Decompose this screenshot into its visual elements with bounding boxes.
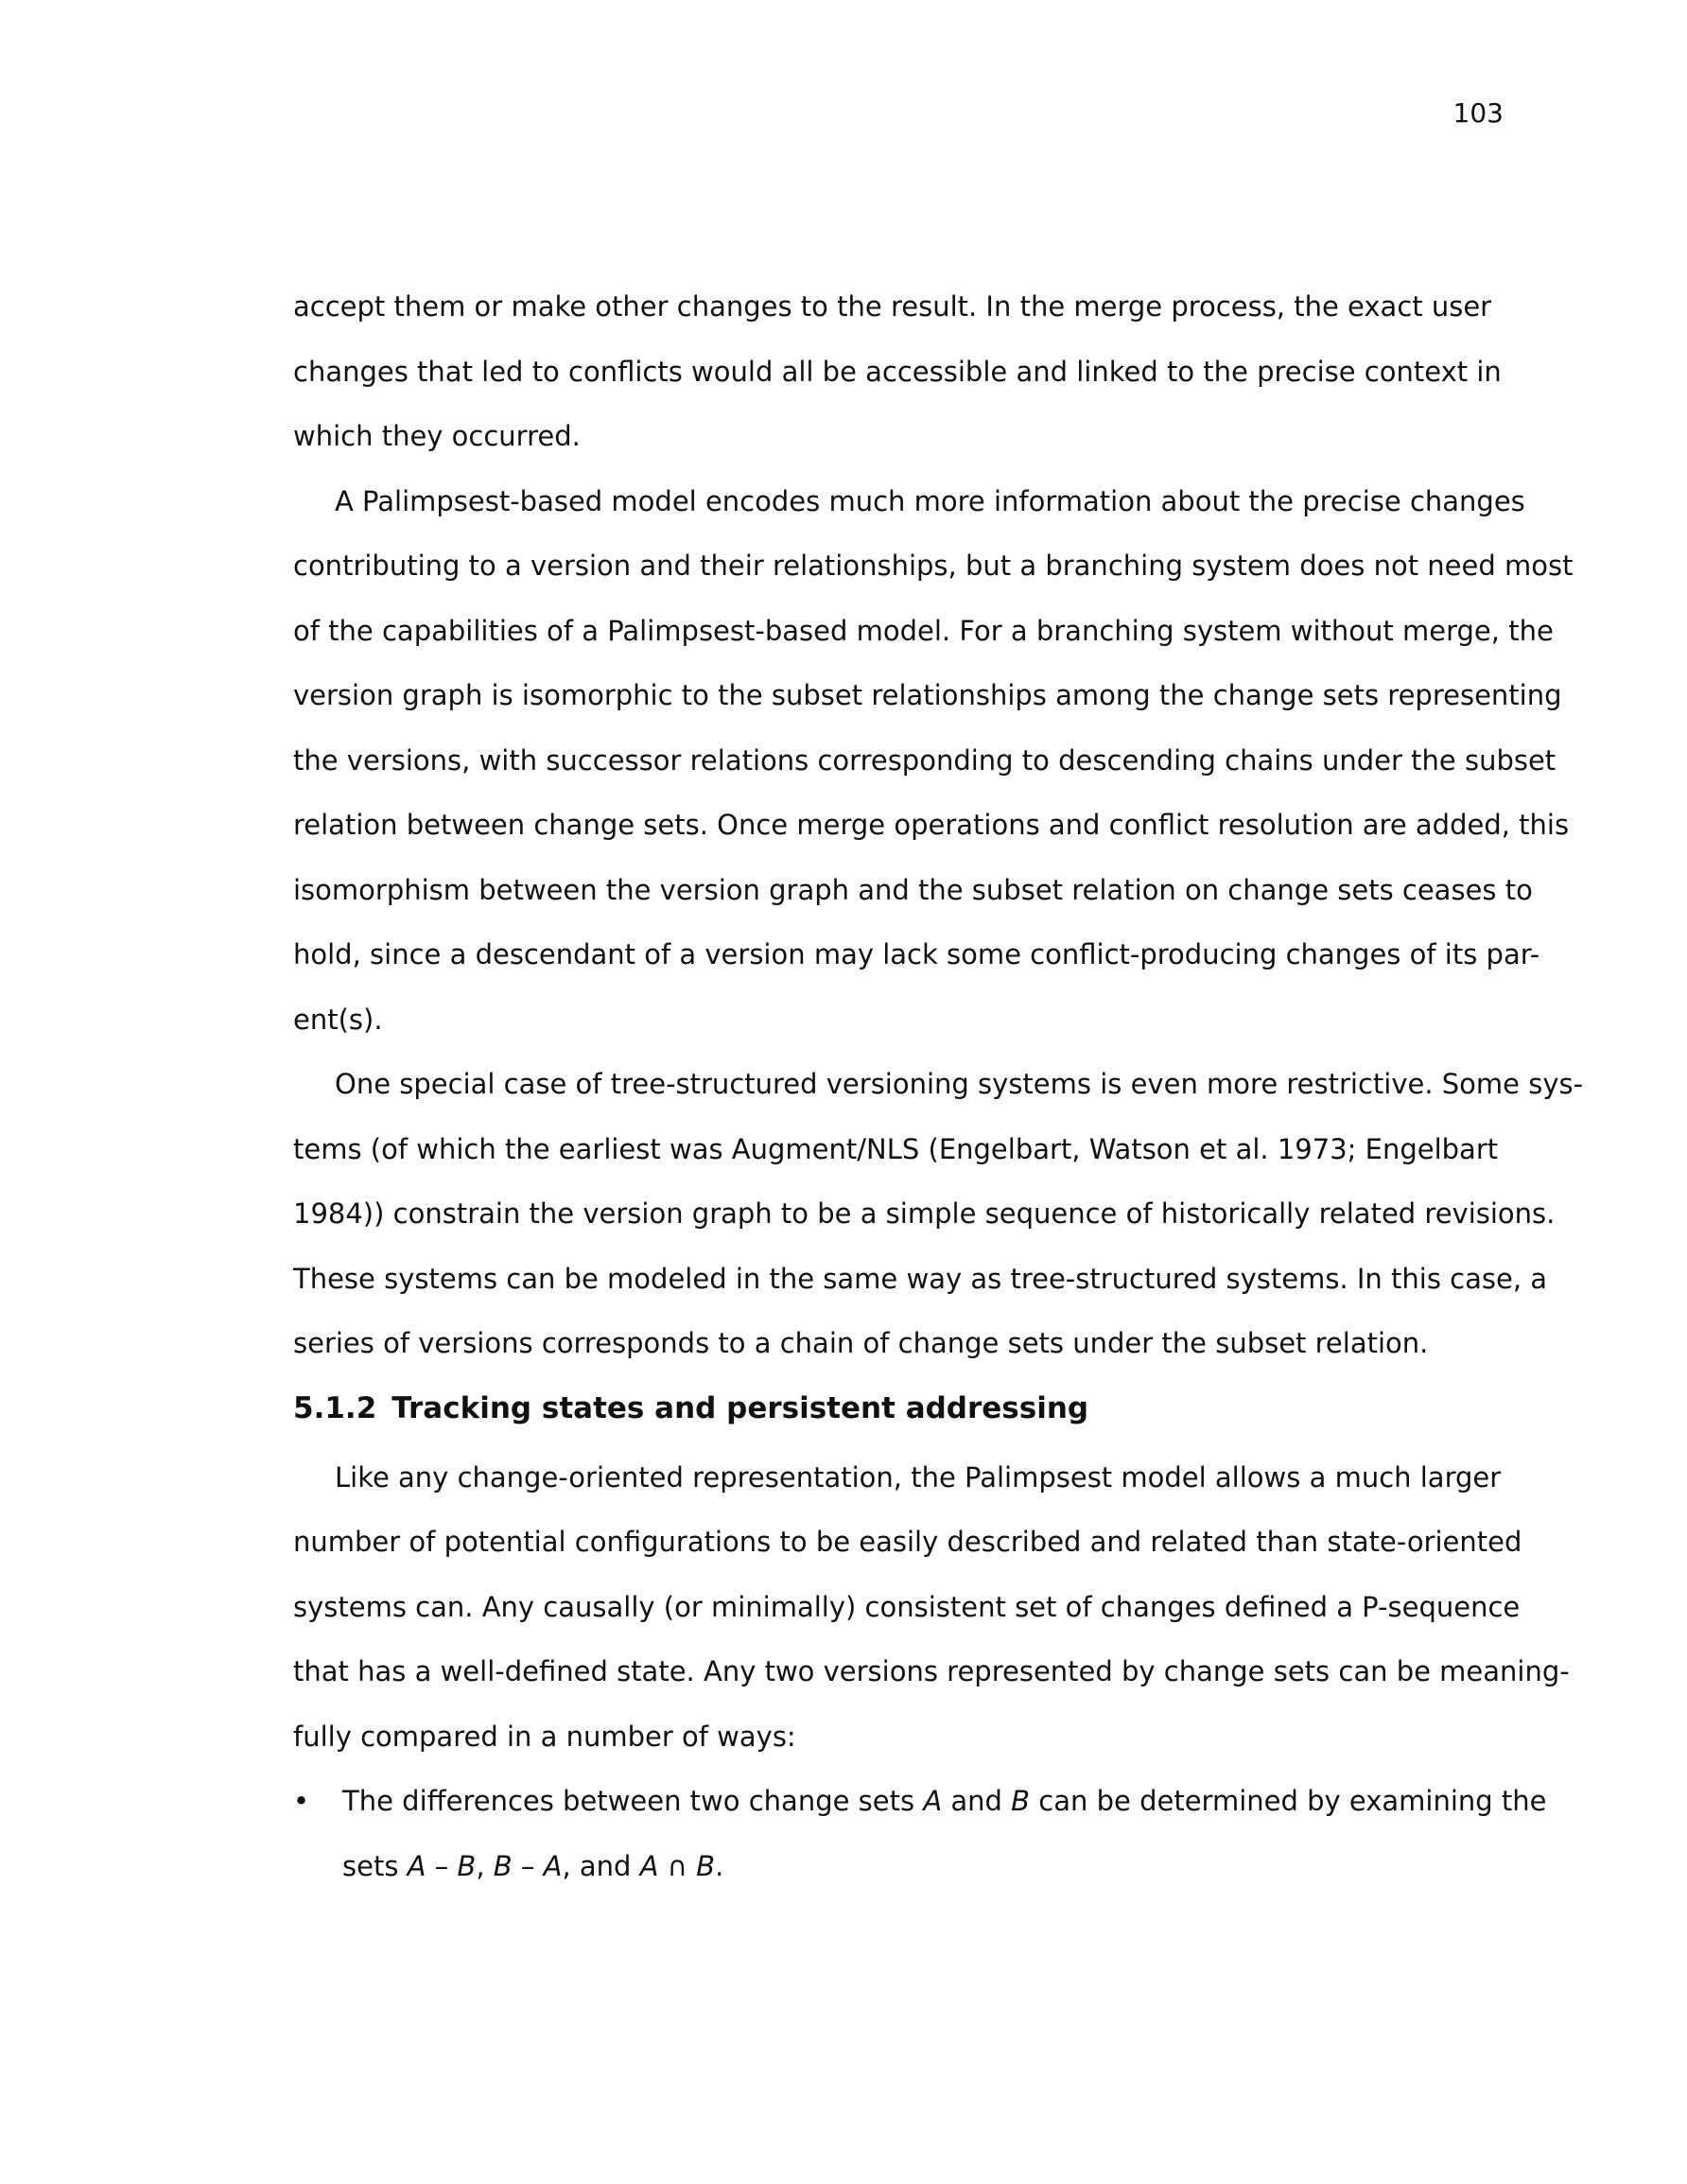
text-line: One special case of tree-structured versioning systems is even more restrictive. Some sys-: [335, 1068, 1584, 1100]
text-line: which they occurred.: [293, 420, 581, 452]
text-line: relation between change sets. Once merge operations and conflict resolution are added, this: [293, 809, 1570, 841]
paragraph-2: [293, 482, 1574, 1066]
bullet-marker: •: [293, 1785, 310, 1817]
paragraph-4: [293, 1459, 1570, 1783]
set-expression: A ∩ B: [639, 1849, 716, 1882]
text-line: 1984)) constrain the version graph to be a simple sequence of historically related revisions.: [293, 1197, 1556, 1230]
text-line: version graph is isomorphic to the subset relationships among the change sets representing: [293, 679, 1562, 711]
set-expression: A – B: [407, 1849, 477, 1882]
list-item: [293, 1782, 1547, 1847]
text-line: contributing to a version and their relationships, but a branching system does not need most: [293, 550, 1574, 582]
text-line: tems (of which the earliest was Augment/NLS (Engelbart, Watson et al. 1973; Engelbart: [293, 1132, 1499, 1165]
text-line: hold, since a descendant of a version may lack some conflict-producing changes of its par-: [293, 938, 1540, 970]
text-line: of the capabilities of a Palimpsest-based model. For a branching system without merge, the: [293, 614, 1554, 647]
bullet-list: [293, 1782, 1547, 1912]
section-title: Tracking states and persistent addressing: [391, 1390, 1089, 1425]
list-item-text: ,: [476, 1849, 494, 1882]
text-line: accept them or make other changes to the result. In the merge process, the exact user: [293, 290, 1492, 323]
text-line: fully compared in a number of ways:: [293, 1720, 796, 1753]
text-line: These systems can be modeled in the same way as tree-structured systems. In this case, a: [293, 1262, 1548, 1295]
set-variable: B: [1011, 1785, 1031, 1817]
text-line: series of versions corresponds to a chain of change sets under the subset relation.: [293, 1327, 1429, 1359]
text-line: number of potential configurations to be easily described and related than state-oriented: [293, 1526, 1522, 1558]
section-heading: [293, 1389, 1460, 1459]
paragraph-3: [293, 1065, 1584, 1389]
text-line: ent(s).: [293, 1003, 383, 1036]
text-line: the versions, with successor relations corresponding to descending chains under the subset: [293, 743, 1557, 777]
paragraph-1: [293, 288, 1502, 482]
section-number: 5.1.2: [293, 1390, 377, 1425]
list-item-text: and: [942, 1785, 1012, 1817]
text-line: isomorphism between the version graph and the subset relation on change sets ceases to: [293, 873, 1533, 906]
page-body: [293, 288, 1584, 1912]
text-line: A Palimpsest-based model encodes much more information about the precise changes: [335, 484, 1525, 517]
set-variable: A: [923, 1785, 943, 1817]
set-expression: B – A: [493, 1849, 563, 1882]
list-item-text: The differences between two change sets: [342, 1785, 924, 1817]
list-item-continuation: [293, 1847, 1460, 1913]
list-item-text: sets: [342, 1849, 408, 1882]
page-number: 103: [1452, 97, 1504, 129]
text-line: systems can. Any causally (or minimally) consistent set of changes defined a P-sequence: [293, 1590, 1521, 1623]
list-item-text: can be determined by examining the: [1030, 1785, 1547, 1817]
list-item-text: , and: [562, 1849, 640, 1882]
text-line: changes that led to conflicts would all be accessible and linked to the precise context in: [293, 355, 1502, 388]
list-item-text: .: [715, 1849, 724, 1882]
text-line: that has a well-defined state. Any two versions represented by change sets can be meaning-: [293, 1655, 1570, 1687]
text-line: Like any change-oriented representation, the Palimpsest model allows a much larger: [335, 1460, 1502, 1494]
